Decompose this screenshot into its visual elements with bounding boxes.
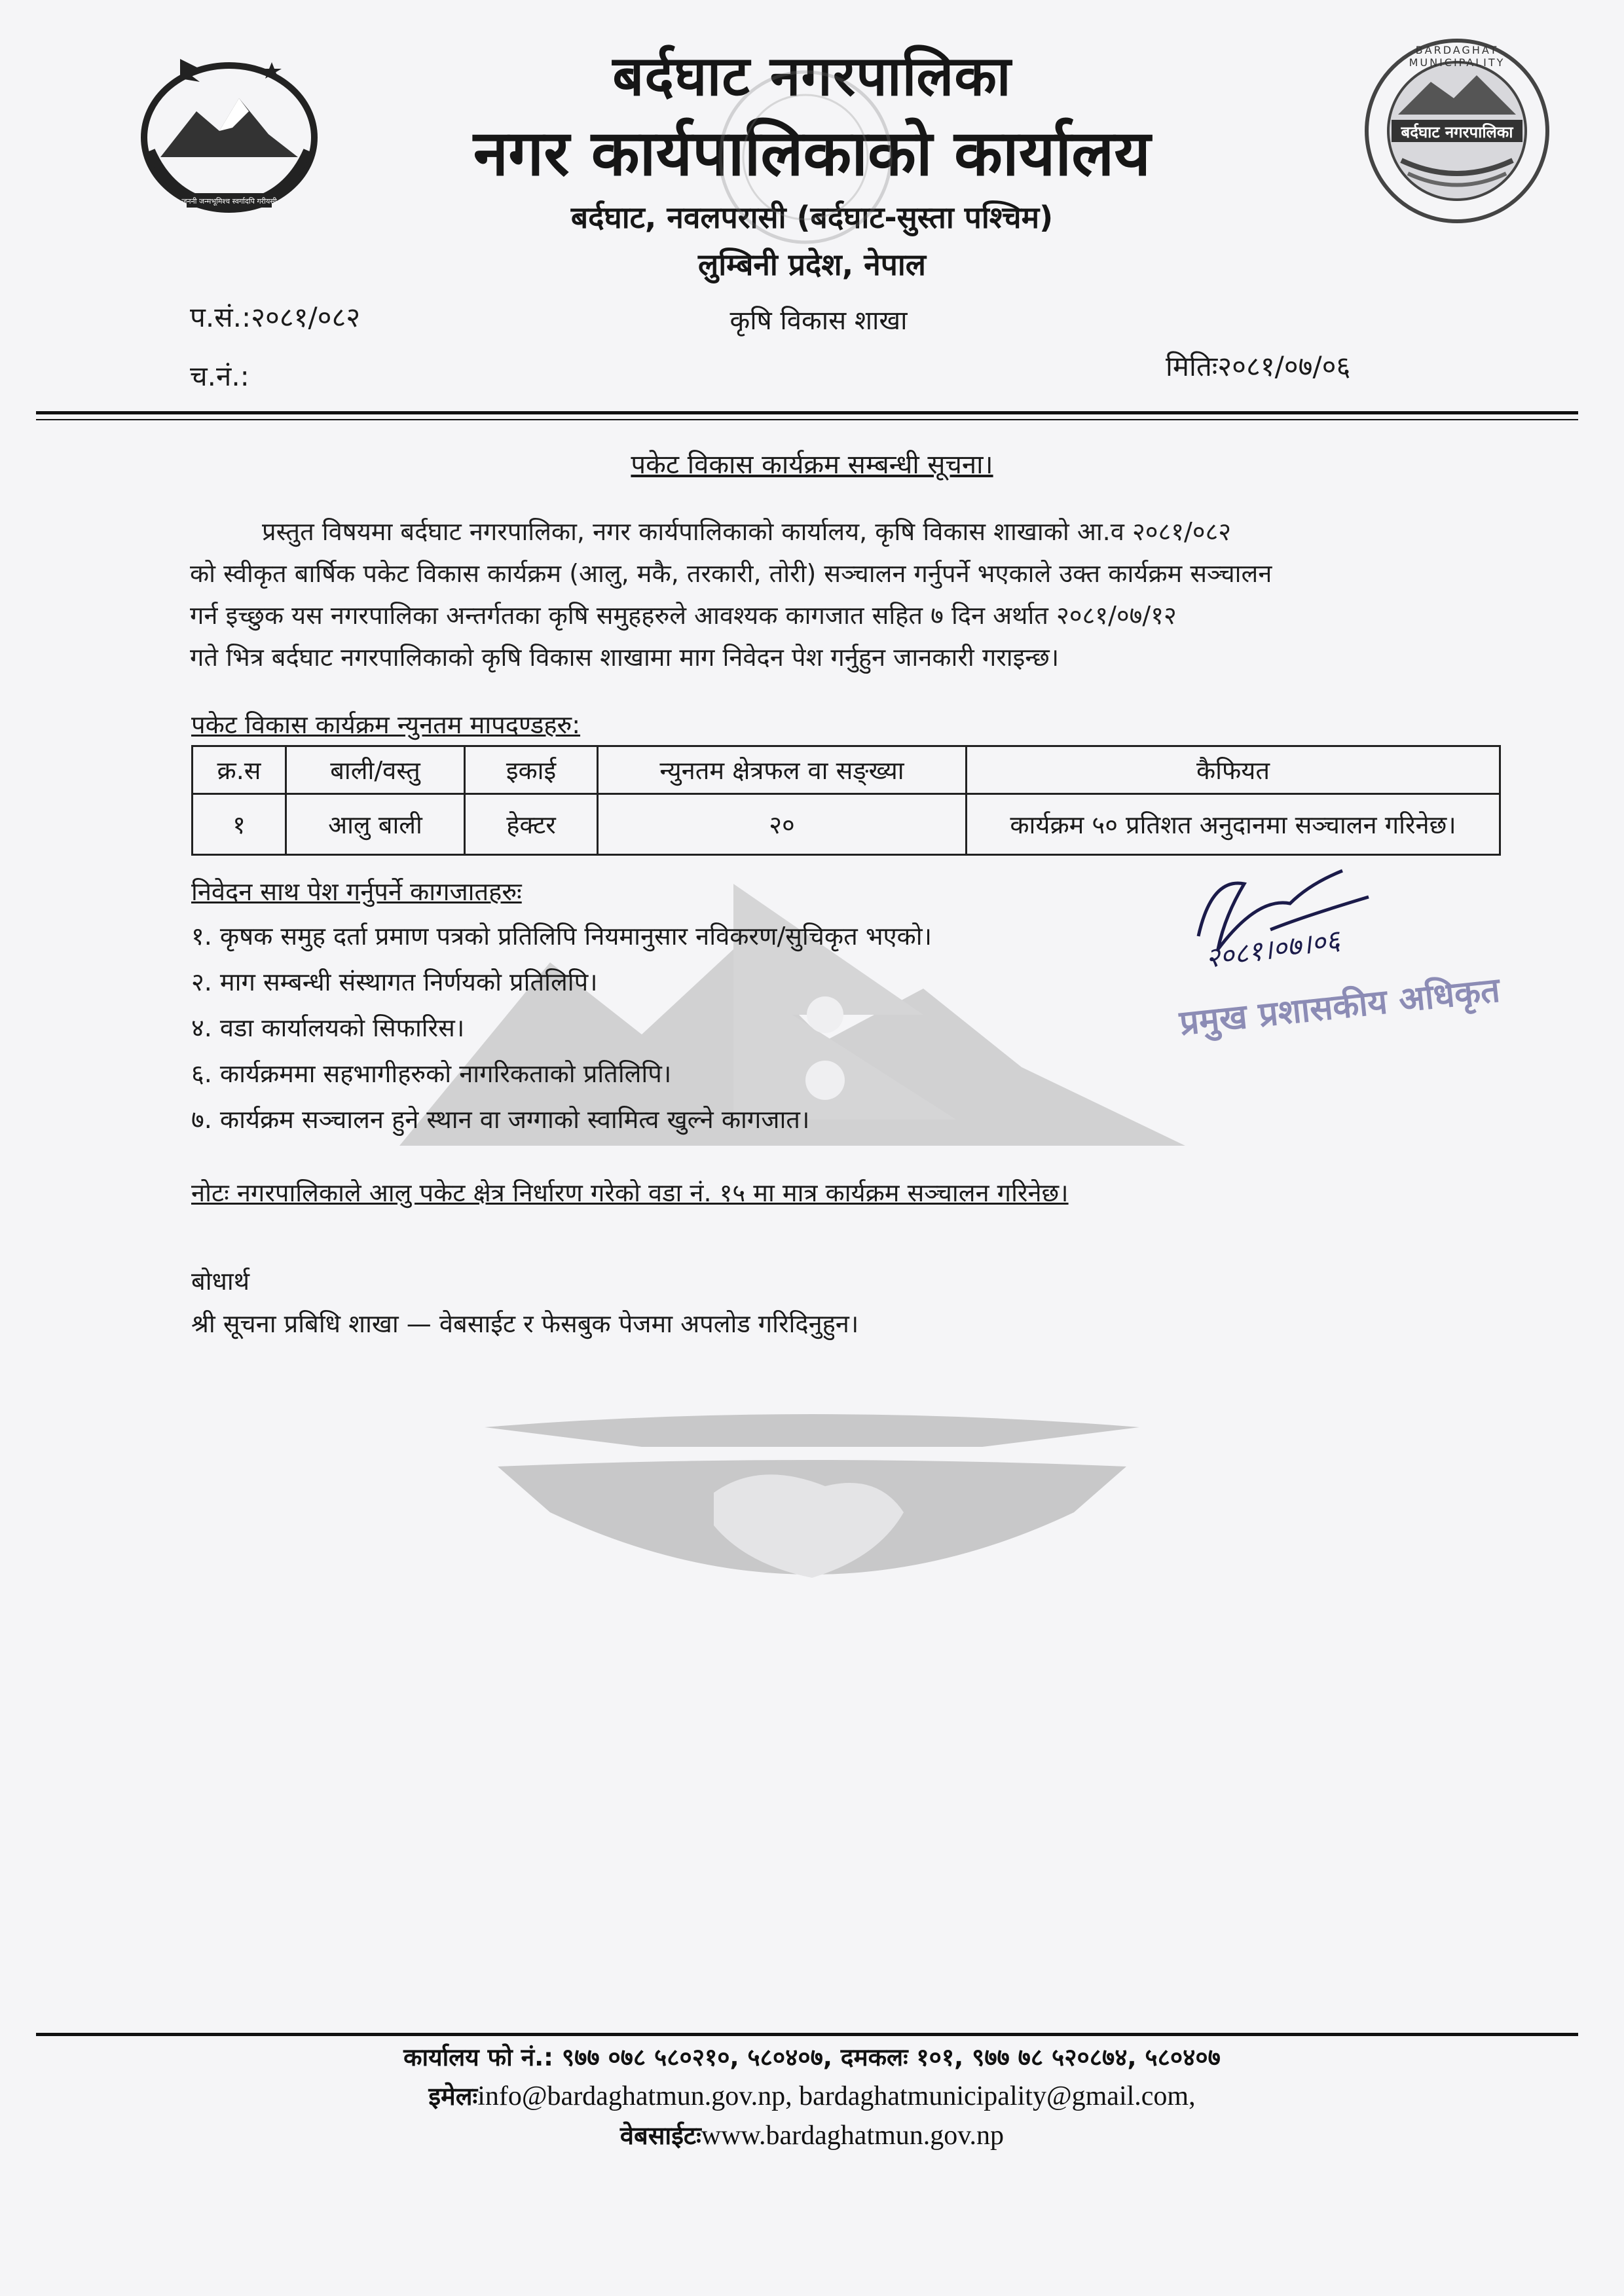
table-cell: आलु बाली [286, 794, 465, 855]
municipality-name: बर्दघाट नगरपालिका [612, 44, 1012, 108]
office-name: नगर कार्यपालिकाको कार्यालय [473, 117, 1151, 190]
officer-stamp: प्रमुख प्रशासकीय अधिकृत [1177, 970, 1502, 1044]
website-label: वेबसाईटः [619, 2121, 701, 2150]
table-row [193, 794, 1500, 855]
footer-rule [36, 2033, 1578, 2036]
col-header: क्र.स [193, 746, 286, 794]
reference-number: प.सं.:२०८१/०८२ [190, 301, 361, 333]
para-line: को स्वीकृत बार्षिक पकेट विकास कार्यक्रम (आलु, मकै, तरकारी, तोरी) सञ्चालन गर्नुपर्ने भएकाले उक्त कार्यक्रम सञ्चालन [190, 559, 1272, 588]
table-header-row [193, 746, 1500, 794]
header-rule [36, 411, 1578, 414]
footer-website [196, 2118, 1428, 2152]
notice-paragraph [190, 511, 1493, 678]
list-item: ६. कार्यक्रममा सहभागीहरुको नागरिकताको प्रतिलिपि। [191, 1059, 672, 1088]
office-stamp-mark [707, 59, 904, 255]
logo-center-text: बर्दघाट नगरपालिका [1401, 123, 1513, 141]
criteria-table [191, 745, 1501, 856]
table-cell: २० [598, 794, 967, 855]
para-line: प्रस्तुत विषयमा बर्दघाट नगरपालिका, नगर कार्यपालिकाको कार्यालय, कृषि विकास शाखाको आ.व २०८१/०८२ [262, 517, 1232, 546]
table-cell: १ [193, 794, 286, 855]
logo-ring-text: BARDAGHAT MUNICIPALITY [1409, 44, 1505, 69]
dispatch-number: च.नं.: [190, 360, 249, 392]
table-cell: हेक्टर [465, 794, 598, 855]
documents-list [191, 913, 1206, 1142]
col-header: इकाई [465, 746, 598, 794]
watermark-emblem [485, 1414, 1139, 1617]
criteria-heading: पकेट विकास कार्यक्रम न्युनतम मापदण्डहरु: [191, 710, 581, 739]
address-line-1: बर्दघाट, नवलपरासी (बर्दघाट-सुस्ता पश्चिम) [570, 200, 1054, 235]
website-value: www.bardaghatmun.gov.np [701, 2121, 1005, 2151]
municipality-logo [1362, 36, 1552, 226]
address-line-2: लुम्बिनी प्रदेश, नेपाल [698, 247, 926, 282]
table-cell: कार्यक्रम ५० प्रतिशत अनुदानमा सञ्चालन गरिनेछ। [967, 794, 1500, 855]
col-header: बाली/वस्तु [286, 746, 465, 794]
list-item: ७. कार्यक्रम सञ्चालन हुने स्थान वा जग्गाको स्वामित्व खुल्ने कागजात। [191, 1105, 810, 1134]
notice-note: नोटः नगरपालिकाले आलु पकेट क्षेत्र निर्धारण गरेको वडा नं. १५ मा मात्र कार्यक्रम सञ्चालन गरिनेछ। [191, 1178, 1069, 1207]
list-item: २. माग सम्बन्धी संस्थागत निर्णयको प्रतिलिपि। [191, 968, 598, 996]
header-rule-thin [36, 419, 1578, 420]
email-value: info@bardaghatmun.gov.np, bardaghatmunicipality@gmail.com, [477, 2081, 1196, 2111]
documents-heading: निवेदन साथ पेश गर्नुपर्ने कागजातहरुः [191, 877, 522, 906]
email-label: इमेलः [428, 2082, 478, 2111]
para-line: गते भित्र बर्दघाट नगरपालिकाको कृषि विकास शाखामा माग निवेदन पेश गर्नुहुन जानकारी गराइन्छ। [190, 643, 1060, 672]
notice-title: पकेट विकास कार्यक्रम सम्बन्धी सूचना। [631, 450, 993, 480]
signature-date: २०८१।०७।०६ [1203, 923, 1342, 975]
emblem-caption: जननी जन्मभूमिश्च स्वर्गादपि गरीयसी [181, 197, 277, 206]
nepal-emblem [134, 52, 324, 223]
bodharth-line: श्री सूचना प्रबिधि शाखा — वेबसाईट र फेसबुक पेजमा अपलोड गरिदिनुहुन। [191, 1309, 859, 1338]
list-item: १. कृषक समुह दर्ता प्रमाण पत्रको प्रतिलिपि नियमानुसार नविकरण/सुचिकृत भएको। [191, 922, 932, 951]
col-header: न्युनतम क्षेत्रफल वा सङ्ख्या [598, 746, 967, 794]
footer-phone: कार्यालय फो नं.: ९७७ ०७८ ५८०२१०, ५८०४०७, दमकलः १०१, ९७७ ७८ ५२०८७४, ५८०४०७ [403, 2043, 1221, 2071]
col-header: कैफियत [967, 746, 1500, 794]
footer-email [196, 2079, 1428, 2113]
list-item: ४. वडा कार्यालयको सिफारिस। [191, 1013, 465, 1042]
branch-name: कृषि विकास शाखा [729, 306, 908, 336]
signature [1172, 858, 1395, 989]
para-line: गर्न इच्छुक यस नगरपालिका अन्तर्गतका कृषि समुहहरुले आवश्यक कागजात सहित ७ दिन अर्थात २०८१/०७/१२ [190, 601, 1177, 630]
bodharth-label: बोधार्थ [191, 1267, 250, 1296]
letter-date: मितिः२०८१/०७/०६ [1166, 350, 1351, 382]
